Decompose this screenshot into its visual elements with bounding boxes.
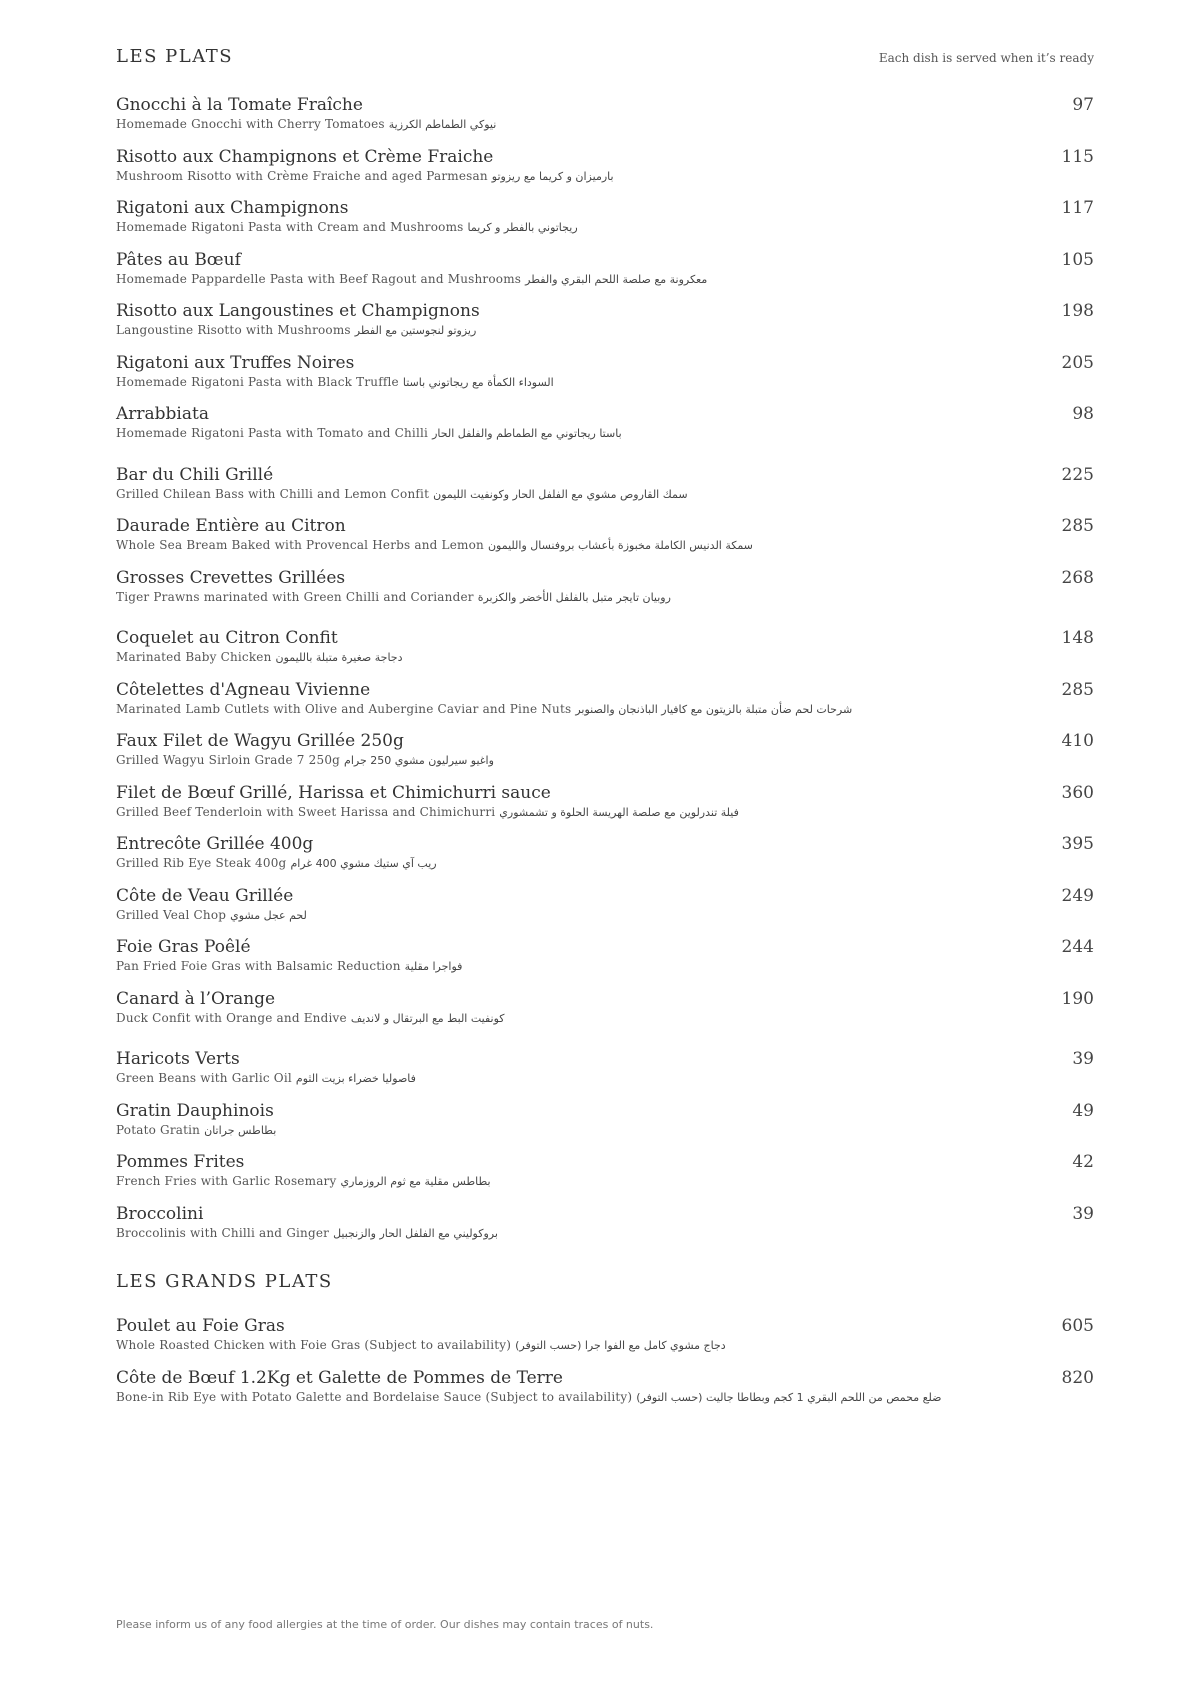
dish-description-english: Grilled Rib Eye Steak 400g bbox=[116, 856, 287, 870]
menu-item bbox=[116, 301, 1094, 353]
dish-description-arabic: باستا ريجاتوني مع الطماطم والفلفل الحار bbox=[432, 427, 622, 440]
dish-price: 395 bbox=[1061, 834, 1094, 854]
menu-item bbox=[116, 628, 1094, 680]
dish-description bbox=[116, 1338, 726, 1352]
dish-description bbox=[116, 220, 578, 234]
menu-item bbox=[116, 937, 1094, 989]
dish-description-english: French Fries with Garlic Rosemary bbox=[116, 1174, 337, 1188]
dish-description-english: Langoustine Risotto with Mushrooms bbox=[116, 323, 351, 337]
dish-price: 820 bbox=[1061, 1367, 1094, 1388]
dish-description-english: Homemade Rigatoni Pasta with Black Truffle bbox=[116, 374, 399, 389]
dish-description-english: Tiger Prawns marinated with Green Chilli and Coriander bbox=[116, 589, 474, 604]
dish-description-arabic: فاصوليا خضراء بزيت الثوم bbox=[295, 1072, 416, 1085]
dish-description-english: Duck Confit with Orange and Endive bbox=[116, 1010, 347, 1025]
dish-description bbox=[116, 426, 622, 440]
dish-name: Risotto aux Langoustines et Champignons bbox=[116, 301, 480, 321]
dish-name: Rigatoni aux Truffes Noires bbox=[116, 352, 355, 373]
dish-price: 117 bbox=[1061, 198, 1094, 218]
dish-description bbox=[116, 1011, 505, 1025]
dish-description bbox=[116, 117, 496, 131]
menu-item bbox=[116, 886, 1094, 938]
dish-description bbox=[116, 856, 437, 870]
dish-description-arabic: كونفيت البط مع البرتقال و لانديف bbox=[350, 1011, 505, 1025]
dish-description-english: Pan Fried Foie Gras with Balsamic Reduction bbox=[116, 959, 401, 973]
dish-name: Arrabbiata bbox=[116, 404, 209, 424]
dish-description bbox=[116, 169, 614, 183]
dish-description-english: Marinated Baby Chicken bbox=[116, 650, 272, 664]
dish-description-english: Homemade Rigatoni Pasta with Tomato and Chilli bbox=[116, 426, 429, 440]
menu-item bbox=[116, 834, 1094, 886]
dish-name: Côte de Bœuf 1.2Kg et Galette de Pommes de Terre bbox=[116, 1367, 563, 1388]
dish-price: 605 bbox=[1061, 1316, 1094, 1336]
dish-description-arabic: دجاج مشوي كامل مع الفوا جرا (حسب التوفر) bbox=[515, 1339, 726, 1352]
dish-name: Risotto aux Champignons et Crème Fraiche bbox=[116, 146, 494, 167]
dish-description-english: Broccolinis with Chilli and Ginger bbox=[116, 1225, 330, 1240]
dish-description-arabic: ضلع محمص من اللحم البقري 1 كجم وبطاطا جاليت (حسب التوفر) bbox=[636, 1390, 942, 1404]
dish-price: 285 bbox=[1061, 516, 1094, 536]
menu-item bbox=[116, 516, 1094, 568]
menu-group bbox=[116, 95, 1094, 456]
dish-price: 205 bbox=[1061, 352, 1094, 373]
dish-description bbox=[116, 959, 462, 973]
dish-price: 225 bbox=[1061, 464, 1094, 485]
dish-name: Pâtes au Bœuf bbox=[116, 249, 241, 270]
dish-price: 285 bbox=[1061, 679, 1094, 700]
section-title: LES PLATS bbox=[116, 46, 234, 67]
dish-description bbox=[116, 1226, 498, 1240]
dish-description-english: Grilled Veal Chop bbox=[116, 907, 227, 922]
menu-item bbox=[116, 404, 1094, 456]
dish-description-arabic: نيوكي الطماطم الكرزية bbox=[388, 118, 497, 131]
dish-name: Pommes Frites bbox=[116, 1152, 245, 1172]
dish-description bbox=[116, 805, 739, 819]
dish-price: 39 bbox=[1072, 1049, 1094, 1069]
dish-name: Entrecôte Grillée 400g bbox=[116, 834, 314, 854]
dish-price: 249 bbox=[1061, 885, 1094, 906]
dish-description-arabic: بارميزان و كريما مع ريزوتو bbox=[491, 169, 614, 183]
dish-description-arabic: ريجاتوني بالفطر و كريما bbox=[467, 221, 578, 234]
menu-group bbox=[116, 628, 1094, 1040]
dish-price: 244 bbox=[1061, 937, 1094, 957]
page-header bbox=[116, 42, 1094, 72]
dish-description-english: Whole Sea Bream Baked with Provencal Herbs and Lemon bbox=[116, 538, 484, 552]
dish-description bbox=[116, 590, 671, 604]
menu-item bbox=[116, 250, 1094, 302]
menu-item bbox=[116, 568, 1094, 620]
dish-description-arabic: شرحات لحم ضأن متبلة بالزيتون مع كافيار الباذنجان والصنوبر bbox=[575, 702, 853, 716]
dish-price: 39 bbox=[1072, 1203, 1094, 1224]
dish-name: Gratin Dauphinois bbox=[116, 1100, 274, 1121]
grands-plats-group bbox=[116, 1316, 1094, 1419]
dish-description bbox=[116, 323, 476, 337]
dish-price: 148 bbox=[1061, 628, 1094, 648]
dish-description-arabic: ريب آي ستيك مشوي 400 غرام bbox=[290, 857, 437, 870]
dish-name: Côtelettes d'Agneau Vivienne bbox=[116, 679, 371, 700]
dish-name: Faux Filet de Wagyu Grillée 250g bbox=[116, 731, 404, 751]
dish-description bbox=[116, 908, 307, 922]
menu-item bbox=[116, 198, 1094, 250]
menu-item bbox=[116, 1316, 1094, 1368]
dish-description-english: Bone-in Rib Eye with Potato Galette and Bordelaise Sauce (Subject to availability) bbox=[116, 1389, 633, 1404]
menu-item bbox=[116, 95, 1094, 147]
dish-description-english: Potato Gratin bbox=[116, 1122, 201, 1137]
dish-description-arabic: السوداء الكمأة مع ريجاتوني باستا bbox=[402, 375, 554, 389]
dish-price: 360 bbox=[1061, 782, 1094, 803]
dish-description-arabic: لحم عجل مشوي bbox=[230, 908, 307, 922]
dish-price: 97 bbox=[1072, 95, 1094, 115]
dish-description bbox=[116, 538, 753, 552]
dish-price: 198 bbox=[1061, 301, 1094, 321]
dish-description bbox=[116, 1174, 491, 1188]
dish-price: 105 bbox=[1061, 249, 1094, 270]
dish-description-arabic: بروكوليني مع الفلفل الحار والزنجبيل bbox=[333, 1226, 498, 1240]
dish-description-english: Green Beans with Garlic Oil bbox=[116, 1071, 292, 1085]
grands-plats-title: LES GRANDS PLATS bbox=[116, 1271, 333, 1292]
allergy-footer: Please inform us of any food allergies at the time of order. Our dishes may contain traces of nuts. bbox=[116, 1618, 654, 1631]
dish-description-arabic: معكرونة مع صلصة اللحم البقري والفطر bbox=[525, 272, 708, 286]
dish-description bbox=[116, 1071, 416, 1085]
menu-item bbox=[116, 989, 1094, 1041]
dish-description-arabic: ريزوتو لنجوستين مع الفطر bbox=[354, 324, 477, 337]
dish-description-english: Grilled Beef Tenderloin with Sweet Harissa and Chimichurri bbox=[116, 804, 496, 819]
dish-price: 98 bbox=[1072, 404, 1094, 424]
dish-description-english: Homemade Pappardelle Pasta with Beef Ragout and Mushrooms bbox=[116, 271, 522, 286]
dish-name: Canard à l’Orange bbox=[116, 988, 276, 1009]
dish-name: Broccolini bbox=[116, 1203, 204, 1224]
menu-item bbox=[116, 353, 1094, 405]
dish-description bbox=[116, 702, 852, 716]
dish-name: Bar du Chili Grillé bbox=[116, 464, 274, 485]
menu-item bbox=[116, 1101, 1094, 1153]
menu-item bbox=[116, 465, 1094, 517]
dish-description-arabic: بطاطس جراتان bbox=[204, 1123, 277, 1137]
dish-description-english: Homemade Gnocchi with Cherry Tomatoes bbox=[116, 117, 385, 131]
dish-description-arabic: سمكة الدنيس الكاملة مخبوزة بأعشاب بروفنسال والليمون bbox=[487, 539, 753, 552]
dish-description-arabic: بطاطس مقلية مع ثوم الروزماري bbox=[340, 1175, 491, 1188]
menu-item bbox=[116, 1204, 1094, 1256]
dish-price: 115 bbox=[1061, 146, 1094, 167]
dish-description-english: Homemade Rigatoni Pasta with Cream and Mushrooms bbox=[116, 220, 464, 234]
dish-description-arabic: فيلة تندرلوين مع صلصة الهريسة الحلوة و تشمشوري bbox=[499, 805, 739, 819]
dish-description-arabic: روبيان تايجر متبل بالفلفل الأخضر والكزبرة bbox=[477, 590, 671, 604]
dish-description bbox=[116, 1390, 941, 1404]
dish-name: Haricots Verts bbox=[116, 1049, 240, 1069]
dish-description-english: Whole Roasted Chicken with Foie Gras (Subject to availability) bbox=[116, 1338, 512, 1352]
dish-name: Poulet au Foie Gras bbox=[116, 1316, 285, 1336]
dish-price: 410 bbox=[1061, 731, 1094, 751]
menu-item bbox=[116, 680, 1094, 732]
menu-item bbox=[116, 1368, 1094, 1420]
dish-description-english: Mushroom Risotto with Crème Fraiche and aged Parmesan bbox=[116, 168, 488, 183]
dish-description-english: Grilled Wagyu Sirloin Grade 7 250g bbox=[116, 753, 341, 767]
dish-name: Filet de Bœuf Grillé, Harissa et Chimichurri sauce bbox=[116, 782, 551, 803]
service-note: Each dish is served when it’s ready bbox=[878, 51, 1094, 65]
dish-price: 42 bbox=[1072, 1152, 1094, 1172]
dish-description-english: Grilled Chilean Bass with Chilli and Lemon Confit bbox=[116, 486, 430, 501]
menu-item bbox=[116, 731, 1094, 783]
dish-description bbox=[116, 487, 688, 501]
dish-price: 268 bbox=[1061, 567, 1094, 588]
dish-description bbox=[116, 1123, 276, 1137]
dish-price: 49 bbox=[1072, 1100, 1094, 1121]
dish-name: Coquelet au Citron Confit bbox=[116, 628, 338, 648]
dish-name: Gnocchi à la Tomate Fraîche bbox=[116, 95, 363, 115]
dish-description-arabic: فواجرا مقلية bbox=[404, 960, 463, 973]
dish-description-arabic: سمك القاروص مشوي مع الفلفل الحار وكونفيت الليمون bbox=[433, 487, 688, 501]
dish-description-arabic: واغيو سيرليون مشوي 250 جرام bbox=[344, 754, 494, 767]
dish-name: Rigatoni aux Champignons bbox=[116, 198, 349, 218]
menu-item bbox=[116, 1152, 1094, 1204]
menu-item bbox=[116, 147, 1094, 199]
menu-group bbox=[116, 1049, 1094, 1255]
dish-description bbox=[116, 375, 554, 389]
dish-description bbox=[116, 650, 403, 664]
dish-name: Daurade Entière au Citron bbox=[116, 516, 346, 536]
menu-item bbox=[116, 1049, 1094, 1101]
dish-description bbox=[116, 753, 494, 767]
dish-name: Foie Gras Poêlé bbox=[116, 937, 251, 957]
dish-price: 190 bbox=[1061, 988, 1094, 1009]
dish-description-arabic: دجاجة صغيرة متبلة بالليمون bbox=[275, 651, 403, 664]
menu-item bbox=[116, 783, 1094, 835]
dish-name: Grosses Crevettes Grillées bbox=[116, 567, 346, 588]
dish-description-english: Marinated Lamb Cutlets with Olive and Aubergine Caviar and Pine Nuts bbox=[116, 701, 572, 716]
menu-group bbox=[116, 465, 1094, 620]
menu-list bbox=[116, 95, 1094, 1419]
dish-description bbox=[116, 272, 707, 286]
dish-name: Côte de Veau Grillée bbox=[116, 885, 294, 906]
